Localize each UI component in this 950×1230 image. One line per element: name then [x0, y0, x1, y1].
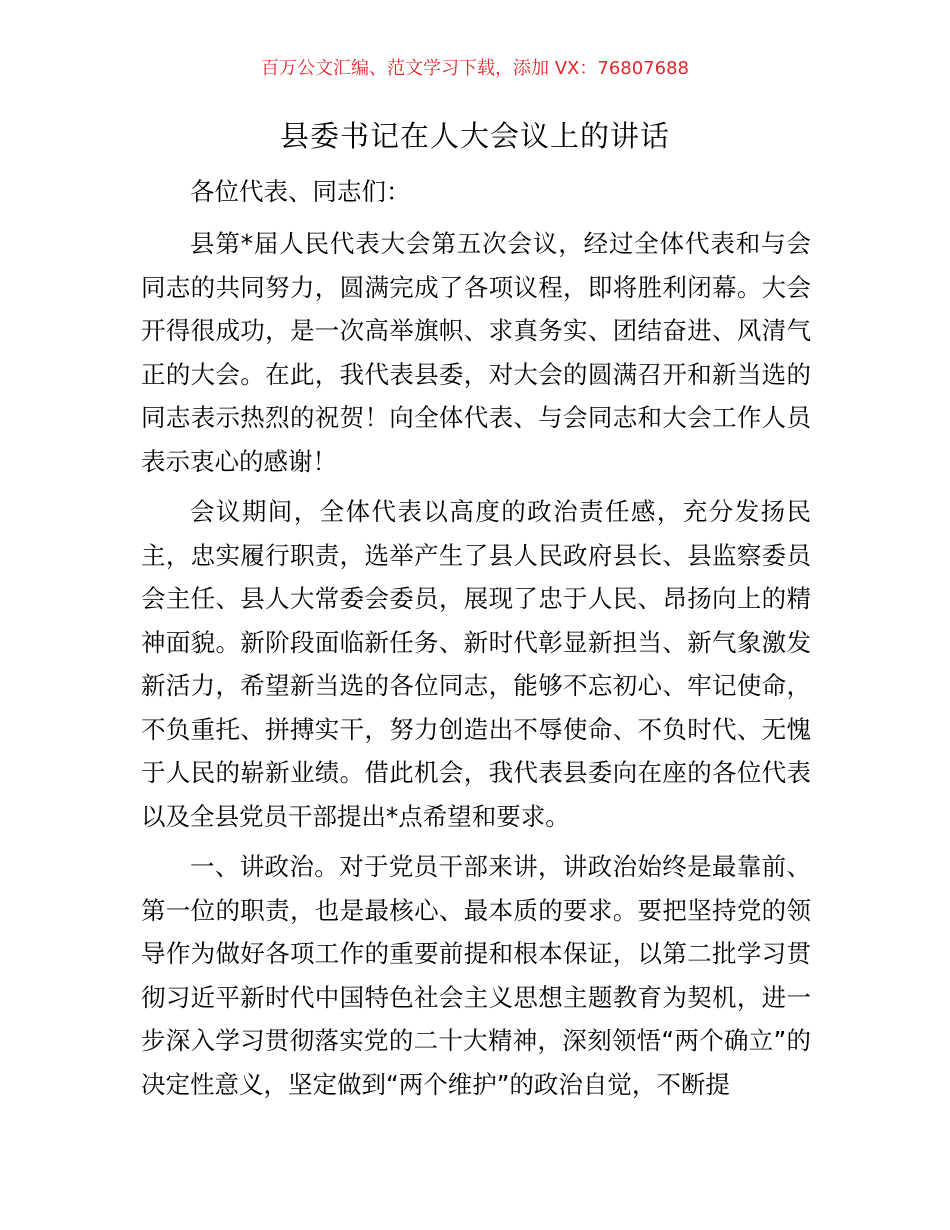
document-body [141, 222, 811, 1113]
header-banner: 百万公文汇编、范文学习下载，添加 VX：76807688 [261, 58, 689, 79]
salutation: 各位代表、同志们： [190, 177, 411, 206]
paragraph-1: 县第*届人民代表大会第五次会议，经过全体代表和与会同志的共同努力，圆满完成了各项议程，即将胜利闭幕。大会开得很成功，是一次高举旗帜、求真务实、团结奋进、风清气正的大会。在此，我代表县委，对大会的圆满召开和新当选的同志表示热烈的祝贺！向全体代表、与会同志和大会工作人员表示衷心的感谢！ [141, 229, 811, 476]
paragraph-2: 会议期间，全体代表以高度的政治责任感，充分发扬民主，忠实履行职责，选举产生了县人民政府县长、县监察委员会主任、县人大常委会委员，展现了忠于人民、昂扬向上的精神面貌。新阶段面临新任务、新时代彰显新担当、新气象激发新活力，希望新当选的各位同志，能够不忘初心、牢记使命，不负重托、拼搏实干，努力创造出不辱使命、不负时代、无愧于人民的崭新业绩。借此机会，我代表县委向在座的各位代表以及全县党员干部提出*点希望和要求。 [141, 497, 811, 831]
page-title: 县委书记在人大会议上的讲话 [279, 119, 670, 153]
paragraph-3: 一、讲政治。对于党员干部来讲，讲政治始终是最靠前、第一位的职责，也是最核心、最本质的要求。要把坚持党的领导作为做好各项工作的重要前提和根本保证，以第二批学习贯彻习近平新时代中国特色社会主义思想主题教育为契机，进一步深入学习贯彻落实党的二十大精神，深刻领悟“两个确立”的决定性意义，坚定做到“两个维护”的政治自觉，不断提 [141, 852, 811, 1099]
